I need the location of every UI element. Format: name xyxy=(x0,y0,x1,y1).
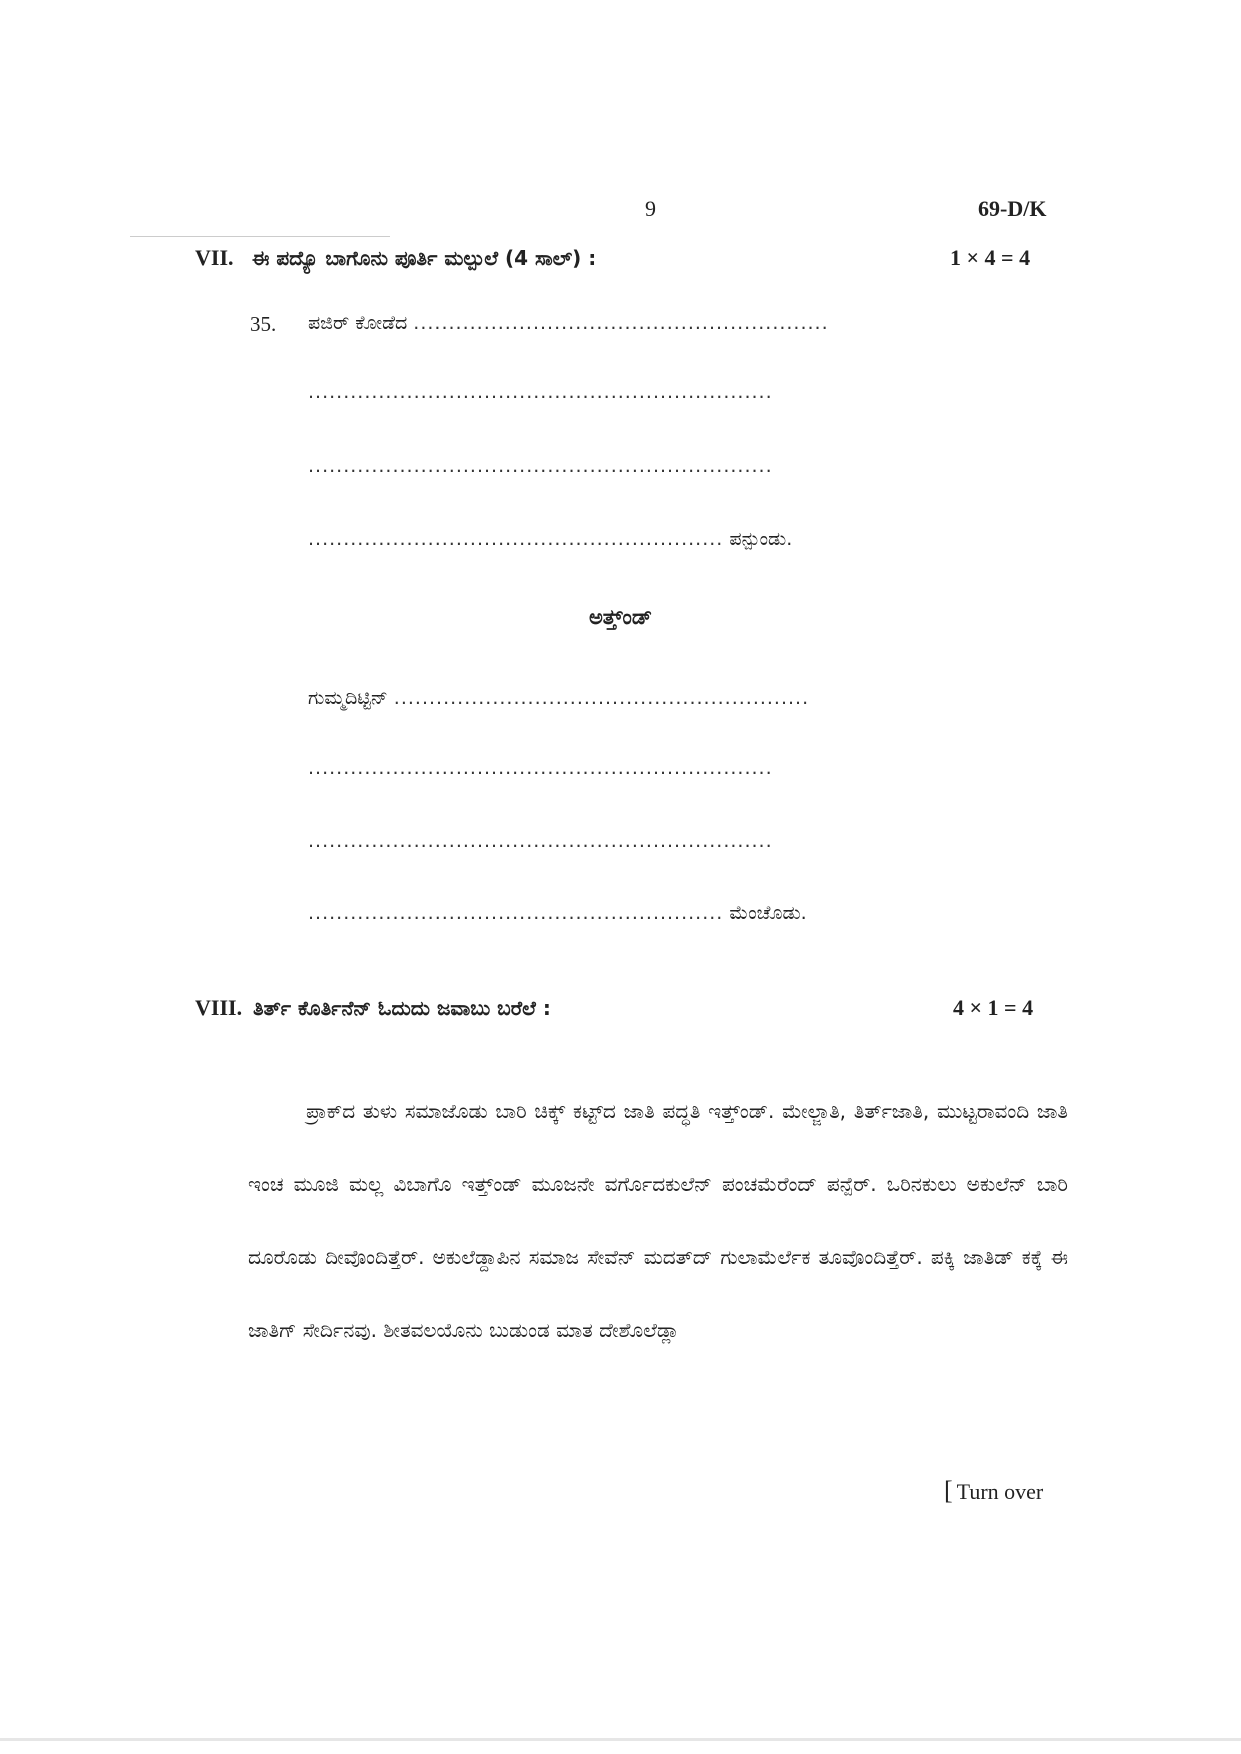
section-vii-marks: 1 × 4 = 4 xyxy=(950,245,1031,270)
alt-line-4-end: ಮೆಂಚೊಡು. xyxy=(729,902,807,924)
poem-line-1-text: ಪಜಿರ್ ಕೋಡೆದ xyxy=(308,312,408,334)
question-35-number: 35. xyxy=(250,312,277,336)
alt-line-4 xyxy=(308,902,807,924)
turn-over-bracket: [ xyxy=(944,1476,953,1505)
scan-mark xyxy=(130,236,390,237)
or-separator: ಅತ್ತ್ಂಡ್ xyxy=(588,605,653,629)
blank-dots: ........................................................... xyxy=(393,687,810,709)
section-vii-title: ಈ ಪದ್ಯೊ ಬಾಗೊನು ಪೂರ್ತಿ ಮಲ್ಪುಲೆ (4 ಸಾಲ್) : xyxy=(252,246,597,270)
turn-over-note xyxy=(944,1476,1043,1506)
blank-dots: ........................................................... xyxy=(308,902,724,924)
alt-line-3-blank: .................................................................. xyxy=(308,830,773,852)
blank-dots: ........................................................... xyxy=(413,312,829,334)
paper-code: 69-D/K xyxy=(978,196,1047,221)
section-vii-number: VII. xyxy=(195,245,234,270)
section-viii-title: ತಿರ್ತ್ ಕೊರ್ತಿನೆನ್ ಓದುದು ಜವಾಬು ಬರೆಲೆ : xyxy=(253,996,551,1020)
alt-line-1-text: ಗುಮ್ಮದಿಟ್ಟಿನ್ xyxy=(308,687,388,709)
poem-line-2-blank: .................................................................. xyxy=(308,381,773,403)
alt-line-1 xyxy=(308,687,809,709)
poem-line-3-blank: .................................................................. xyxy=(308,455,773,477)
blank-dots: ........................................................... xyxy=(308,528,724,550)
scan-bottom-edge xyxy=(0,1738,1241,1741)
poem-line-1 xyxy=(308,312,829,334)
section-viii-number: VIII. xyxy=(195,995,243,1020)
turn-over-text: Turn over xyxy=(956,1479,1044,1504)
alt-line-2-blank: .................................................................. xyxy=(308,757,773,779)
poem-line-4 xyxy=(308,528,792,550)
page-number: 9 xyxy=(645,196,656,221)
poem-line-4-end: ಪನ್ಪುಂಡು. xyxy=(729,528,793,550)
comprehension-passage: ಪ್ರಾಕ್‌ದ ತುಳು ಸಮಾಜೊಡು ಬಾರಿ ಚಿಕ್ಕ್ ಕಟ್ಟ್‌ದ ಜಾತಿ ಪದ್ಧತಿ ಇತ್ತ್ಂಡ್. ಮೇಲ್ಜಾತಿ, ತಿರ್ತ್‌ಜಾತಿ, ಮುಟ್ಟರಾವಂದಿ ಜಾತಿ ಇಂಚ ಮೂಜಿ ಮಲ್ಲ ವಿಬಾಗೊ ಇತ್ತ್ಂಡ್ ಮೂಜನೇ ವರ್ಗೊದಕುಲೆನ್ ಪಂಚಮೆರೆಂದ್ ಪನ್ಪೆರ್. ಒರಿನಕುಲು ಅಕುಲೆನ್ ಬಾರಿ ದೂರೊಡು ದೀವೊಂದಿತ್ತೆರ್. ಅಕುಲೆಡ್ದಾಪಿನ ಸಮಾಜ ಸೇವೆನ್ ಮದತ್‌ದ್ ಗುಲಾಮೆರ್ಲೆಕ ತೂವೊಂದಿತ್ತೆರ್. ಪಕ್ಕಿ ಜಾತಿಡ್ ಕಕ್ಕೆ ಈ ಜಾತಿಗ್ ಸೇರ್ದಿನವು. ಶೀತವಲಯೊನು ಬುಡುಂಡ ಮಾತ ದೇಶೊಲೆಡ್ಲಾ xyxy=(248,1099,1068,1342)
section-viii-marks: 4 × 1 = 4 xyxy=(953,995,1034,1020)
